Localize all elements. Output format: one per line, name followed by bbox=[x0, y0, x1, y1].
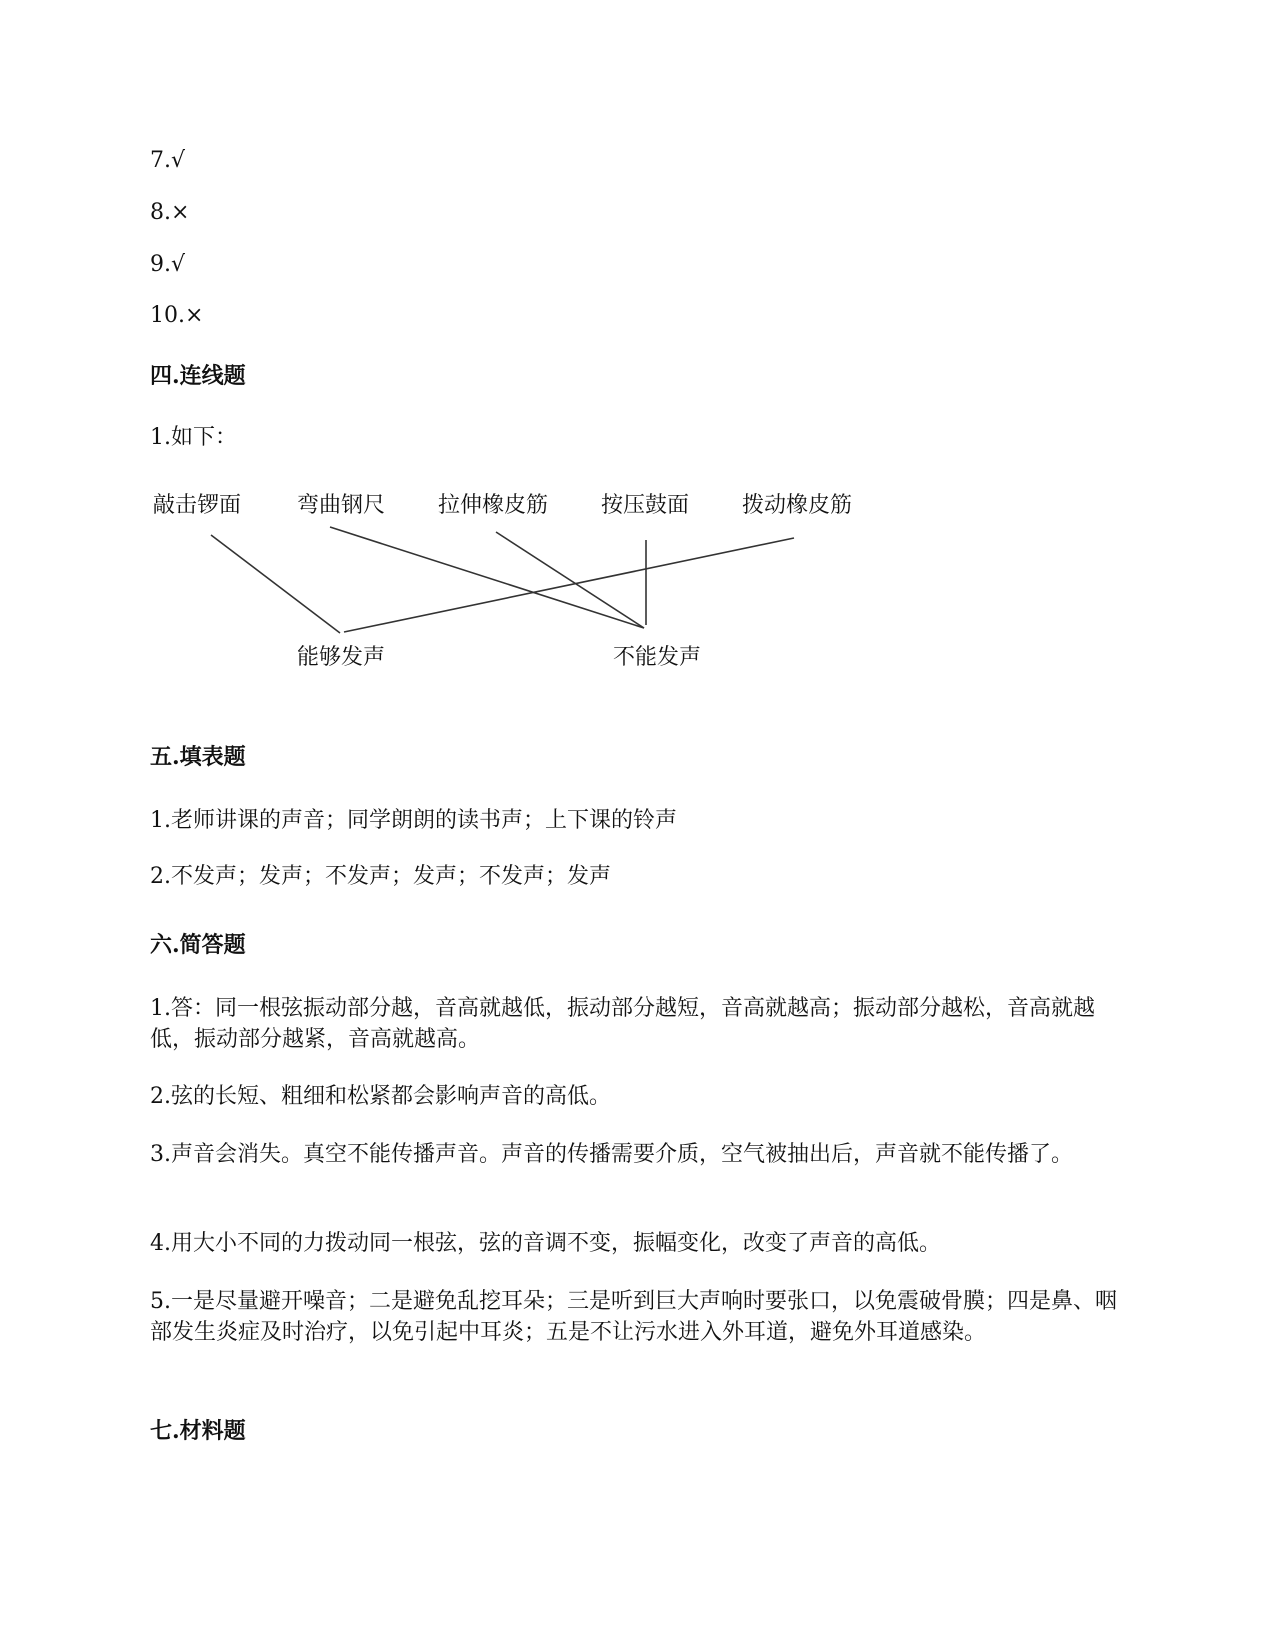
fill-table-answer-1: 1.老师讲课的声音；同学朗朗的读书声；上下课的铃声 bbox=[150, 808, 677, 833]
short-answer-5: 5.一是尽量避开噪音；二是避免乱挖耳朵；三是听到巨大声响时要张口，以免震破骨膜；四是鼻、咽部发生炎症及时治疗，以免引起中耳炎；五是不让污水进入外耳道，避免外耳道感染。 bbox=[150, 1289, 1117, 1345]
short-answer-2: 2.弦的长短、粗细和松紧都会影响声音的高低。 bbox=[150, 1084, 611, 1109]
fill-table-answer-2: 2.不发声；发声；不发声；发声；不发声；发声 bbox=[150, 864, 611, 889]
top-item-stretch-rubber-band: 拉伸橡皮筋 bbox=[438, 493, 549, 518]
short-answer-1: 1.答：同一根弦振动部分越，音高就越低，振动部分越短，音高就越高；振动部分越松，音高就越低，振动部分越紧，音高就越高。 bbox=[150, 996, 1095, 1052]
top-item-gong: 敲击锣面 bbox=[153, 493, 242, 518]
section-heading-matching: 四.连线题 bbox=[150, 363, 246, 389]
section-heading-fill-table: 五.填表题 bbox=[150, 744, 246, 770]
judgment-answer-10: 10.× bbox=[150, 303, 204, 328]
judgment-answer-7: 7.√ bbox=[150, 148, 186, 173]
section-heading-short-answer: 六.简答题 bbox=[150, 932, 246, 958]
matching-diagram bbox=[0, 0, 1275, 700]
top-item-press-drum: 按压鼓面 bbox=[601, 493, 690, 518]
connection-steel-ruler-cannot-sound bbox=[330, 527, 644, 628]
matching-intro: 1.如下： bbox=[150, 425, 237, 450]
bottom-item-can-sound: 能够发声 bbox=[297, 645, 386, 670]
judgment-answer-9: 9.√ bbox=[150, 252, 186, 277]
short-answer-3: 3.声音会消失。真空不能传播声音。声音的传播需要介质，空气被抽出后，声音就不能传播了。 bbox=[150, 1142, 1073, 1167]
short-answer-4: 4.用大小不同的力拨动同一根弦，弦的音调不变，振幅变化，改变了声音的高低。 bbox=[150, 1231, 941, 1256]
top-item-steel-ruler: 弯曲钢尺 bbox=[297, 493, 386, 518]
top-item-pluck-rubber-band: 拨动橡皮筋 bbox=[742, 493, 853, 518]
section-heading-material: 七.材料题 bbox=[150, 1418, 246, 1444]
bottom-item-cannot-sound: 不能发声 bbox=[613, 645, 702, 670]
connection-stretch-rubber-band-cannot-sound bbox=[496, 532, 644, 628]
connection-pluck-rubber-band-can-sound bbox=[344, 538, 794, 632]
connection-gong-can-sound bbox=[211, 535, 340, 633]
judgment-answer-8: 8.× bbox=[150, 200, 190, 225]
